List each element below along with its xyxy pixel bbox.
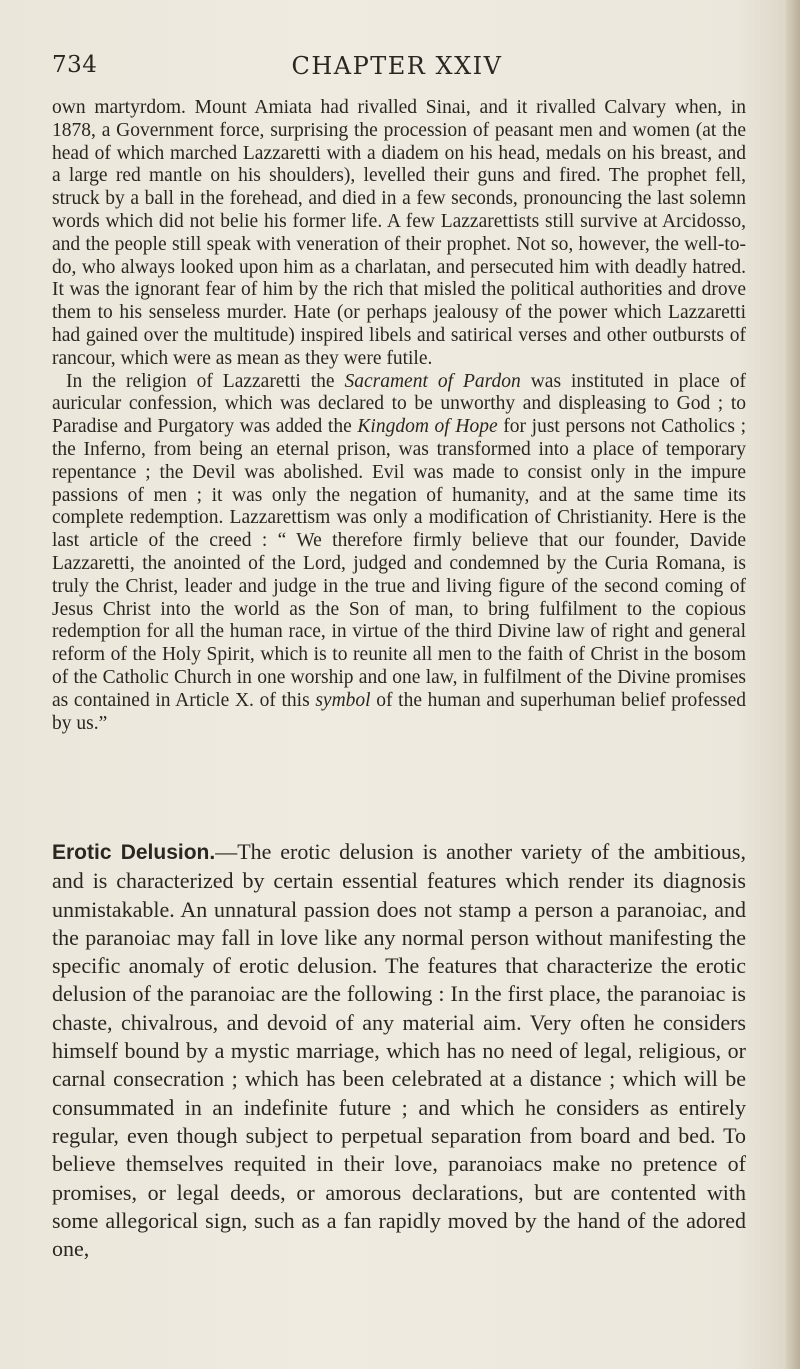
paragraph-erotic-delusion bbox=[52, 838, 746, 1263]
paragraph-text: for just persons not Catholics ; the Inferno, from being an eternal prison, was transformed into a place of temporary repentance ; the Devil was abolished. Evil was made to consist only in the impure passions of men ; it was only the negation of humanity, and at the same time its complete redemption. Lazzarettism was only a modification of Christianity. Here is the last article of the creed : “ We therefore firmly believe that our founder, Davide Lazzaretti, the anointed of the Lord, judged and condemned by the Curia Romana, is truly the Christ, leader and judge in the true and living figure of the second coming of Jesus Christ into the world as the Son of man, to bring fulfilment to the copious redemption for all the human race, in virtue of the third Divine law of right and general reform of the Holy Spirit, which is to reunite all men to the faith of Christ in the bosom of the Catholic Church in one worship and one law, in fulfilment of the Divine promises as contained in Article X. of this bbox=[52, 416, 746, 711]
paragraph-martyrdom: own martyrdom. Mount Amiata had rivalled Sinai, and it rivalled Calvary when, in 1878, a Government force, surprising the procession of peasant men and women (at the head of which marched Lazzaretti with a diadem on his head, medals on his breast, and a large red mantle on his shoulders), levelled their guns and fired. The prophet fell, struck by a ball in the forehead, and died in a few seconds, pronouncing the last solemn words which did not belie his former life. A few Lazzarettists still survive at Arcidosso, and the people still speak with veneration of their prophet. Not so, however, the well-to-do, who always looked upon him as a charlatan, and persecuted him with deadly hatred. It was the ignorant fear of him by the rich that misled the political authorities and drove them to his senseless murder. Hate (or perhaps jealousy of the power which Lazzaretti had gained over the multitude) inspired libels and satirical verses and other outbursts of rancour, which were as mean as they were futile. bbox=[52, 97, 746, 369]
page-edge bbox=[786, 0, 800, 1369]
italic-term: symbol bbox=[315, 689, 371, 711]
page-header bbox=[52, 52, 742, 86]
paragraph-text: —The erotic delusion is another variety of the ambitious, and is characterized by certain essential features which render its diagnosis unmistakable. An unnatural passion does not stamp a person a paranoiac, and the paranoiac may fall in love like any normal person without manifesting the specific anomaly of erotic delusion. The features that characterize the erotic delusion of the paranoiac are the following : In the first place, the paranoiac is chaste, chivalrous, and devoid of any material aim. Very often he considers himself bound by a mystic marriage, which has no need of legal, religious, or carnal consecration ; which has been celebrated at a distance ; which will be consummated in an indefinite future ; and which he considers as entirely regular, even though subject to perpetual separation from board and bed. To believe themselves requited in their love, paranoiacs make no pretence of promises, or legal deeds, or amorous declarations, but are contented with some allegorical sign, such as a fan rapidly moved by the hand of the adored one, bbox=[52, 839, 746, 1262]
paragraph-text: of the human and superhuman belief professed by us.” bbox=[52, 689, 746, 734]
section-heading: Erotic Delusion. bbox=[52, 841, 216, 864]
paragraph-religion bbox=[52, 371, 746, 736]
italic-term: Sacrament of Pardon bbox=[344, 370, 521, 392]
paragraph-text: was instituted in place of auricular confession, which was declared to be unworthy and displeasing to God ; to Paradise and Purgatory was added the bbox=[52, 370, 747, 438]
italic-term: Kingdom of Hope bbox=[357, 416, 498, 438]
body-text-large bbox=[52, 838, 746, 1263]
body-text-small bbox=[52, 97, 746, 735]
page-number: 734 bbox=[52, 52, 98, 78]
running-head: CHAPTER XXIV bbox=[291, 52, 503, 80]
paragraph-text: In the religion of Lazzaretti the bbox=[66, 370, 345, 392]
